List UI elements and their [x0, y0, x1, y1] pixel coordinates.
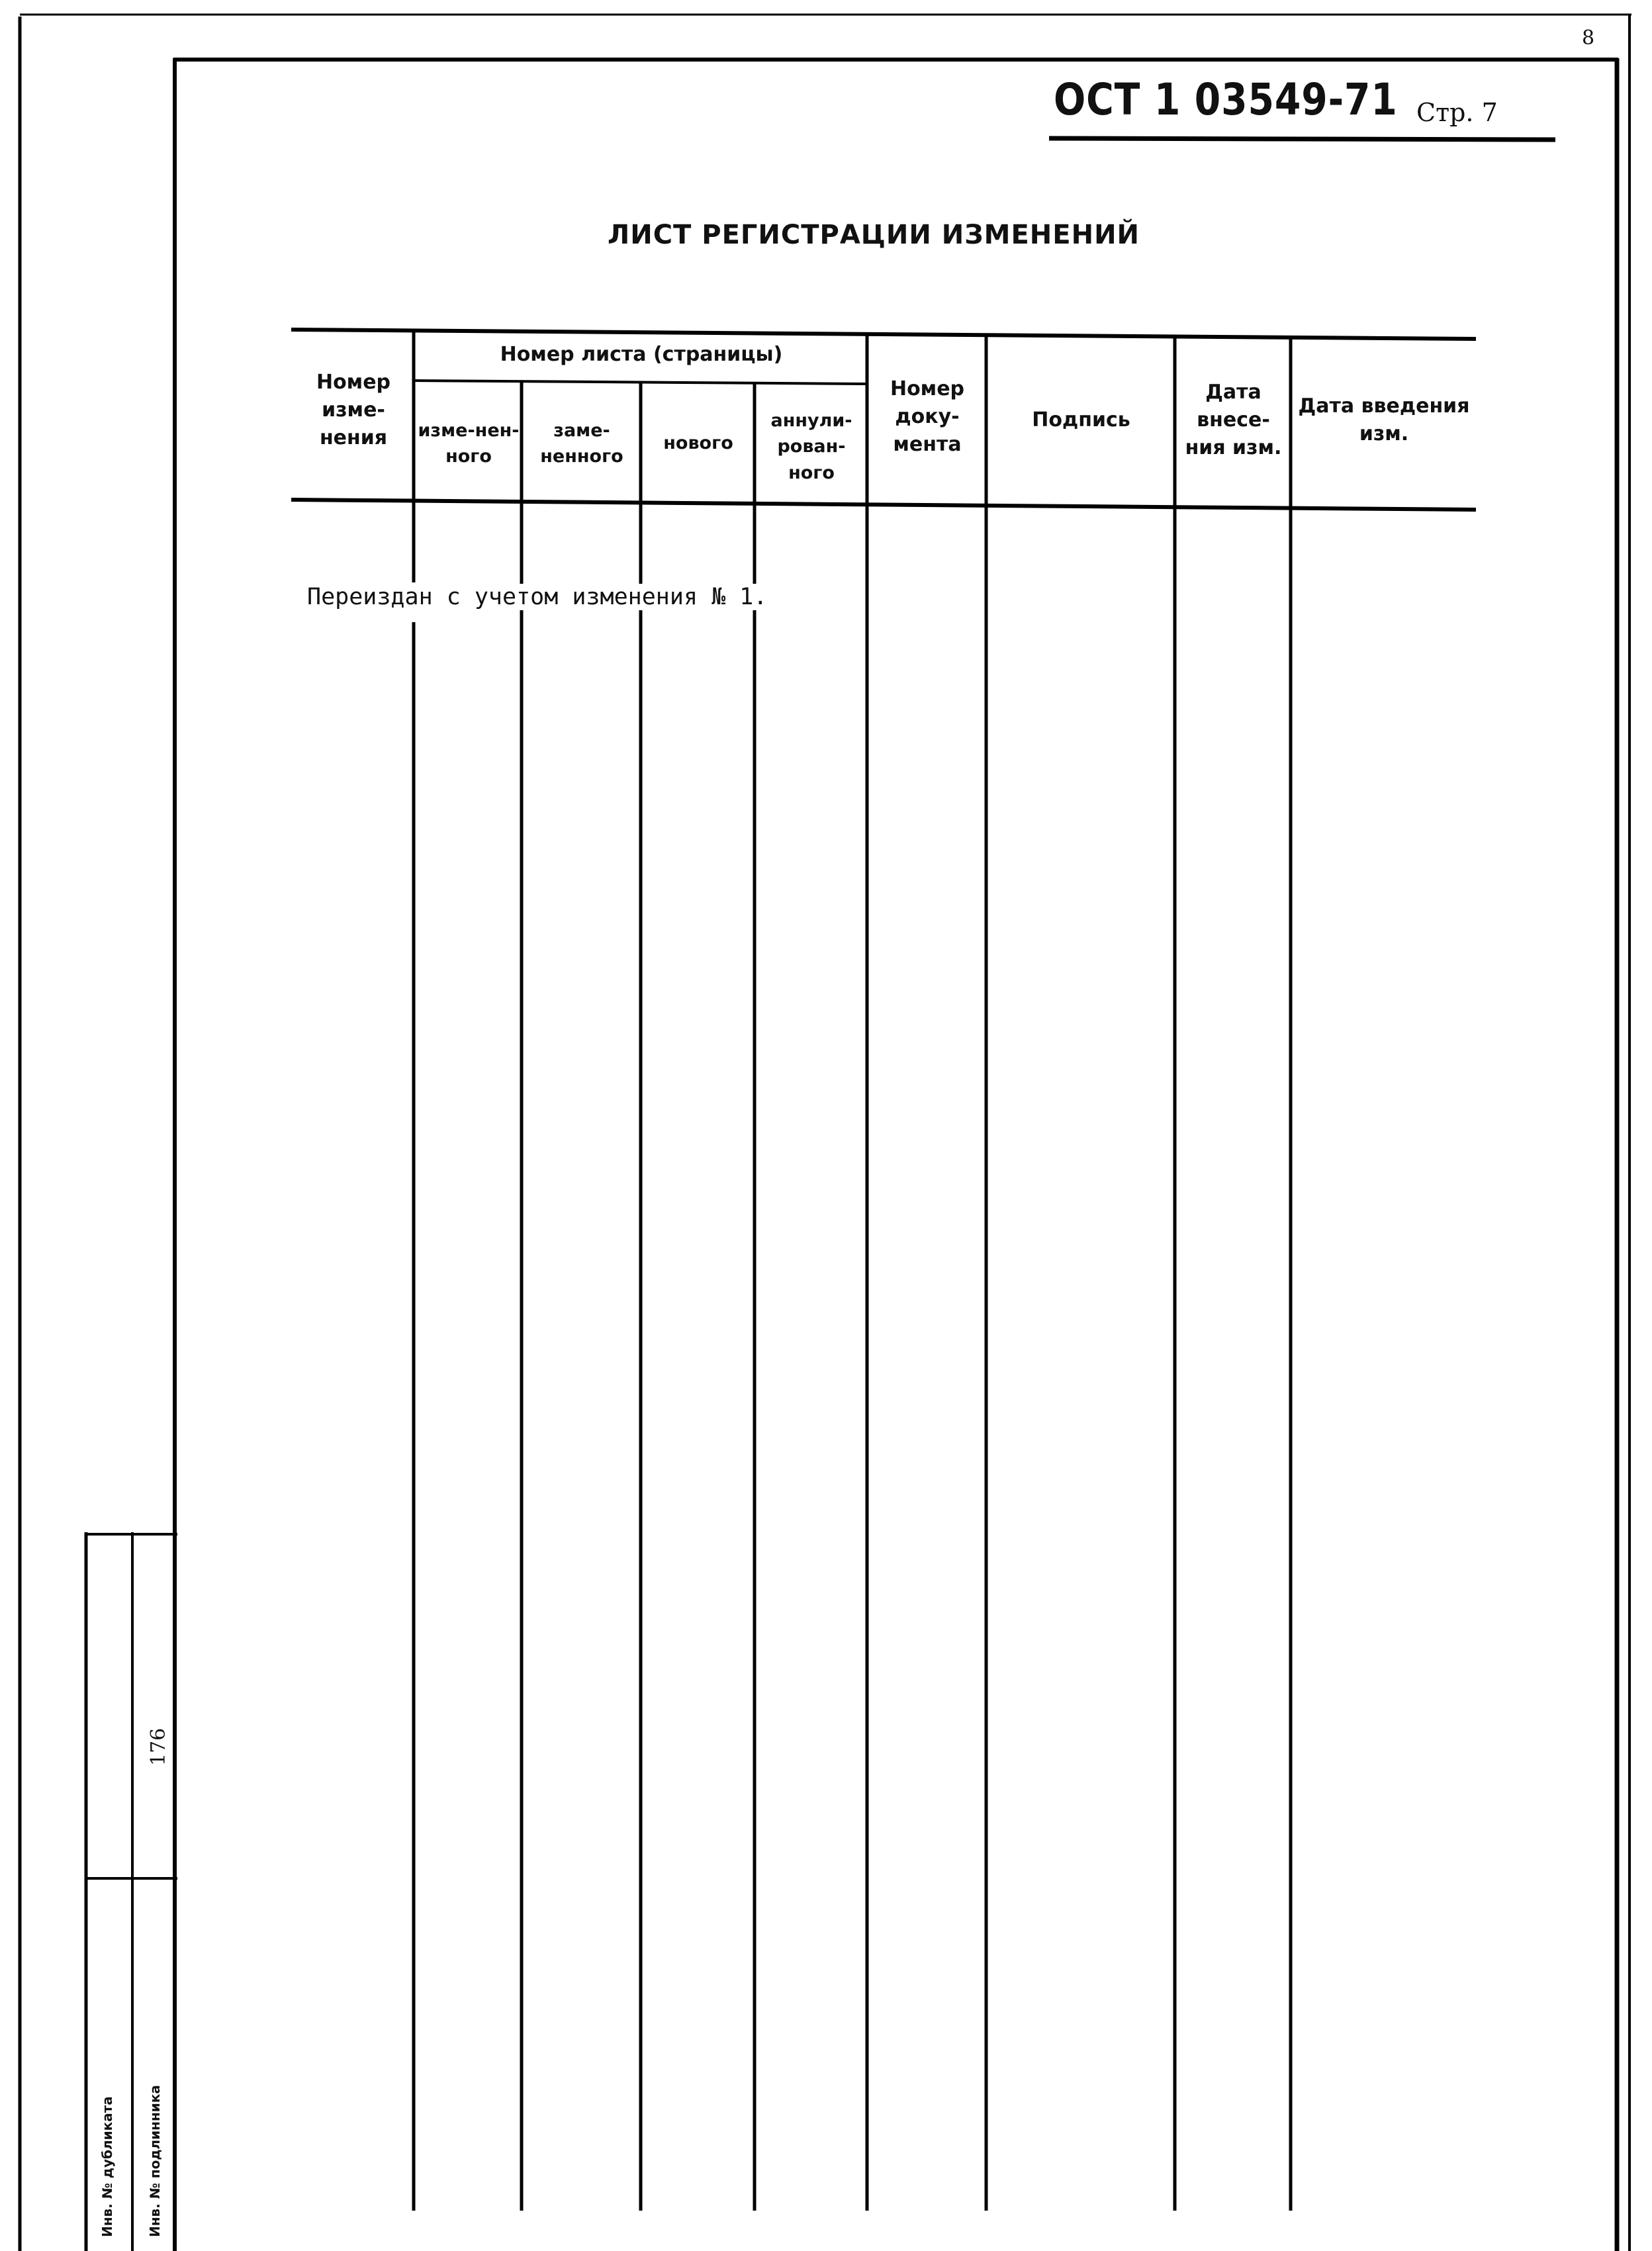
- header-changed: изме-нен-ного: [418, 420, 520, 467]
- header-date-entered: Дата внесе-ния изм.: [1185, 381, 1282, 459]
- sheet-number: 8: [1582, 26, 1595, 50]
- inventory-original-label: Инв. № подлинника: [147, 2085, 163, 2237]
- page-title: ЛИСТ РЕГИСТРАЦИИ ИЗМЕНЕНИЙ: [608, 220, 1140, 250]
- header-annulled: аннули-рован-ного: [770, 410, 852, 483]
- reissue-note: Переиздан с учетом изменения № 1.: [302, 584, 772, 610]
- header-document-number: Номер доку-мента: [890, 377, 965, 456]
- header-new: нового: [663, 433, 733, 454]
- header-change-number: Номер изме-нения: [316, 371, 391, 449]
- document-code: ОСТ 1 03549-71: [1054, 74, 1398, 125]
- inventory-original-value: 176: [147, 1727, 170, 1766]
- header-sheet-number-group: Номер листа (страницы): [500, 343, 783, 366]
- header-signature: Подпись: [1032, 408, 1130, 432]
- page-label: Стр. 7: [1416, 98, 1498, 127]
- header-date-introduced: Дата введения изм.: [1298, 394, 1470, 445]
- header-replaced: заме-ненного: [540, 420, 623, 467]
- inventory-duplicate-label: Инв. № дубликата: [99, 2096, 115, 2237]
